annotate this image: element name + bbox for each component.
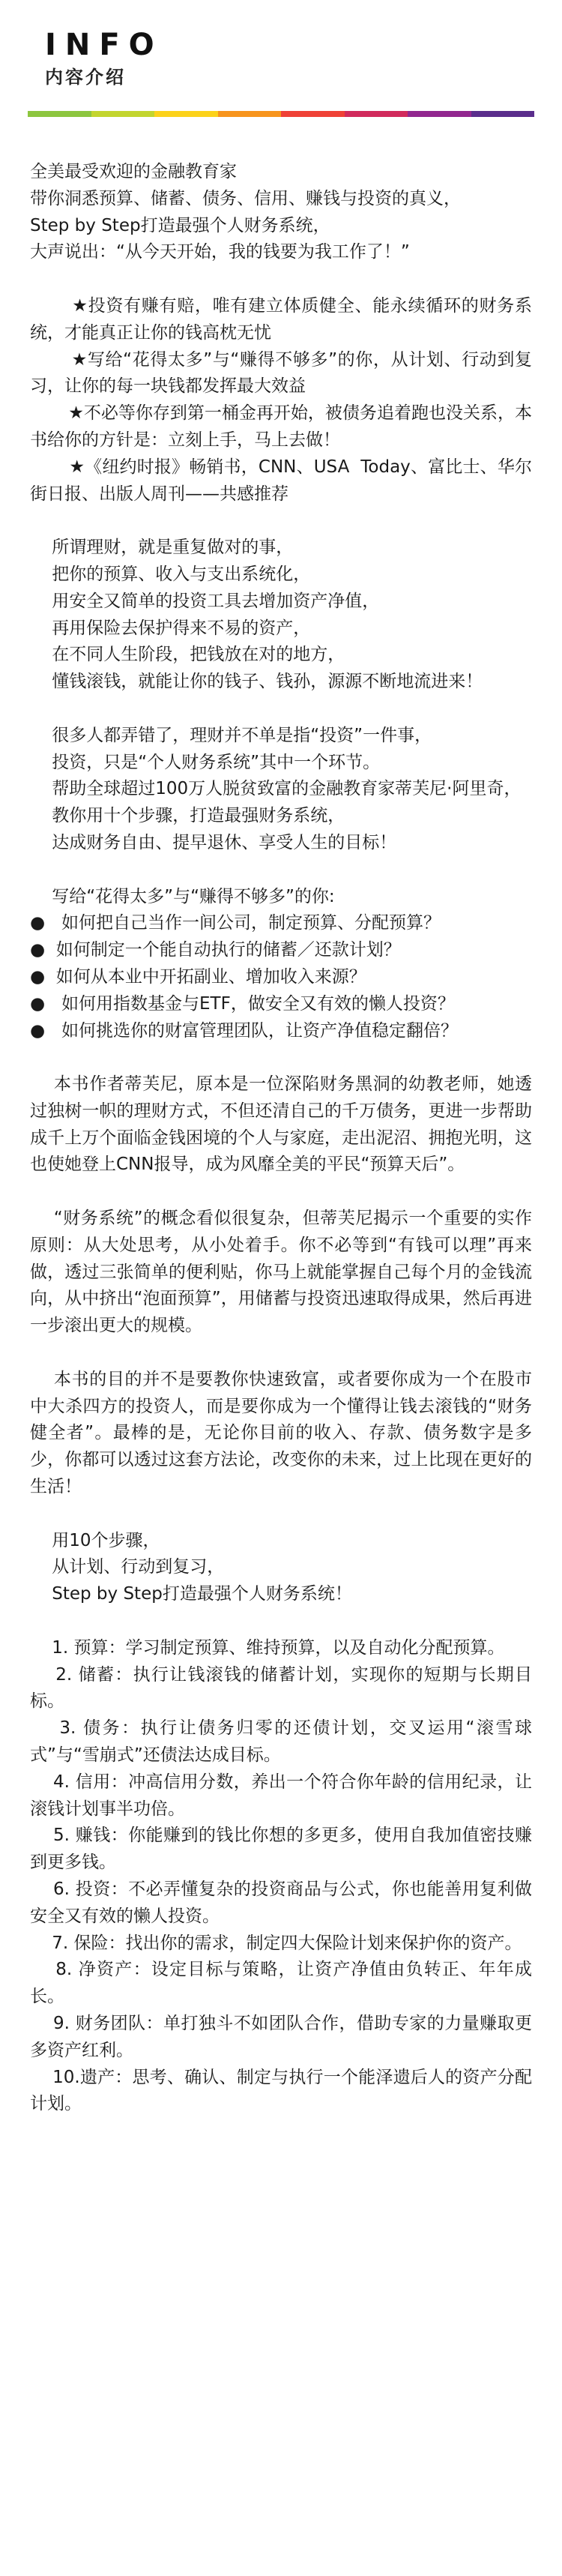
content-section: [30, 1635, 532, 2118]
rainbow-segment: [91, 111, 155, 117]
paragraph-gap: [30, 696, 532, 723]
content-line: 写给“花得太多”与“赚得不够多”的你:: [30, 886, 335, 906]
content-line: 再用保险去保护得来不易的资产，: [30, 618, 311, 638]
rainbow-divider: [28, 111, 534, 117]
content-line: 本书的目的并不是要教你快速致富，或者要你成为一个在股市中大杀四方的投资人，而是要你成为一个懂得让钱去滚钱的“财务健全者”。最棒的是，无论你目前的收入、存款、债务数字是多少，你都可以透过这套方法论，改变你的未来，过上比现在更好的生活！: [30, 1369, 533, 1497]
content-line: ● 如何制定一个能自动执行的储蓄／还款计划？: [30, 940, 401, 960]
rainbow-segment: [281, 111, 345, 117]
content-section: [30, 1528, 532, 1608]
paragraph-gap: [30, 1501, 532, 1528]
content-section: [30, 159, 532, 266]
paragraph-gap: [30, 508, 532, 535]
content-line: ★《纽约时报》畅销书，CNN、USA Today、富比士、华尔街日报、出版人周刊——共感推荐: [30, 457, 532, 504]
paragraph-gap: [30, 1044, 532, 1071]
content-line: 8. 净资产：设定目标与策略，让资产净值由负转正、年年成长。: [30, 1960, 532, 2007]
content-line: ★写给“花得太多”与“赚得不够多”的你，从计划、行动到复习，让你的每一块钱都发挥最大效益: [30, 349, 533, 397]
content-line: 7. 保险：找出你的需求，制定四大保险计划来保护你的资产。: [30, 1933, 522, 1953]
content-line: 在不同人生阶段，把钱放在对的地方，: [30, 645, 345, 665]
content-line: 本书作者蒂芙尼，原本是一位深陷财务黑洞的幼教老师，她透过独树一帜的理财方式，不但还清自己的千万债务，更进一步帮助成千上万个面临金钱困境的个人与家庭，走出泥沼、拥抱光明，这也使她登上CNN报导，成为风靡全美的平民“预算天后”。: [30, 1074, 533, 1175]
content-line: ● 如何挑选你的财富管理团队，让资产净值稳定翻倍？: [30, 1020, 459, 1041]
content-line: 全美最受欢迎的金融教育家: [30, 162, 237, 181]
content-line: 帮助全球超过100万人脱贫致富的金融教育家蒂芙尼·阿里奇，: [30, 779, 522, 799]
content-line: 3. 债务：执行让债务归零的还债计划，交叉运用“滚雪球式”与“雪崩式”还债法达成目标。: [30, 1718, 532, 1766]
content-line: 6. 投资：不必弄懂复杂的投资商品与公式，你也能善用复利做安全又有效的懒人投资。: [30, 1880, 532, 1926]
content-line: Step by Step打造最强个人财务系统！: [30, 1584, 352, 1604]
page-header: [45, 27, 163, 90]
rainbow-segment: [408, 111, 471, 117]
content-section: [30, 884, 532, 1045]
paragraph-gap: [30, 1608, 532, 1635]
content-line: 用10个步骤，: [30, 1530, 160, 1550]
content-line: ● 如何从本业中开拓副业、增加收入来源？: [30, 966, 366, 987]
content-line: 10.遗产：思考、确认、制定与执行一个能泽遗后人的资产分配计划。: [30, 2067, 533, 2114]
content-section: [30, 1206, 532, 1340]
paragraph-gap: [30, 857, 532, 884]
content-line: 所谓理财，就是重复做对的事，: [30, 538, 294, 558]
header-title: INFO: [45, 28, 163, 62]
content-line: 5. 赚钱：你能赚到的钱比你想的多更多，使用自我加值密技赚到更多钱。: [30, 1826, 532, 1873]
content-line: 投资，只是“个人财务系统”其中一个环节。: [30, 752, 381, 772]
content-section: [30, 723, 532, 857]
content-section: [30, 535, 532, 696]
content-line: 带你洞悉预算、储蓄、债务、信用、赚钱与投资的真义，: [30, 188, 461, 208]
content-line: ★投资有赚有赔，唯有建立体质健全、能永续循环的财务系统，才能真正让你的钱高枕无忧: [30, 295, 532, 343]
paragraph-gap: [30, 266, 532, 293]
content-line: 9. 财务团队：单打独斗不如团队合作，借助专家的力量赚取更多资产红利。: [30, 2013, 532, 2060]
content-line: 2. 储蓄：执行让钱滚钱的储蓄计划，实现你的短期与长期目标。: [30, 1664, 532, 1712]
content-line: 大声说出：“从今天开始，我的钱要为我工作了！”: [30, 242, 410, 262]
paragraph-gap: [30, 1179, 532, 1206]
content-section: [30, 293, 532, 508]
rainbow-segment: [345, 111, 408, 117]
content-line: 从计划、行动到复习，: [30, 1557, 225, 1577]
content-line: 教你用十个步骤，打造最强财务系统，: [30, 806, 345, 826]
rainbow-segment: [154, 111, 218, 117]
rainbow-segment: [218, 111, 282, 117]
content-line: ● 如何用指数基金与ETF，做安全又有效的懒人投资？: [30, 993, 455, 1014]
intro-content: [30, 159, 532, 2118]
content-line: 把你的预算、收入与支出系统化，: [30, 564, 311, 584]
content-line: Step by Step打造最强个人财务系统，: [30, 215, 330, 235]
content-line: ● 如何把自己当作一间公司，制定预算、分配预算？: [30, 913, 441, 933]
content-section: [30, 1071, 532, 1179]
rainbow-segment: [28, 111, 91, 117]
rainbow-segment: [471, 111, 535, 117]
content-line: “财务系统”的概念看似很复杂，但蒂芙尼揭示一个重要的实作原则：从大处思考，从小处着手。你不必等到“有钱可以理”再来做，透过三张简单的便利贴，你马上就能掌握自己每个月的金钱流向，从中挤出“泡面预算”，用储蓄与投资迅速取得成果，然后再进一步滚出更大的规模。: [30, 1209, 532, 1336]
content-line: ★不必等你存到第一桶金再开始，被债务追着跑也没关系，本书给你的方针是：立刻上手，马上去做！: [30, 403, 532, 450]
content-line: 达成财务自由、提早退休、享受人生的目标！: [30, 832, 397, 852]
paragraph-gap: [30, 1340, 532, 1367]
content-section: [30, 1367, 532, 1501]
content-line: 1. 预算：学习制定预算、维持预算，以及自动化分配预算。: [30, 1637, 505, 1658]
content-line: 很多人都弄错了，理财并不单是指“投资”一件事，: [30, 725, 432, 745]
content-line: 懂钱滚钱，就能让你的钱子、钱孙，源源不断地流进来！: [30, 672, 483, 692]
content-line: 用安全又简单的投资工具去增加资产净值，: [30, 591, 380, 611]
header-subtitle: 内容介绍: [45, 67, 126, 88]
content-line: 4. 信用：冲高信用分数，养出一个符合你年龄的信用纪录，让滚钱计划事半功倍。: [30, 1772, 532, 1819]
